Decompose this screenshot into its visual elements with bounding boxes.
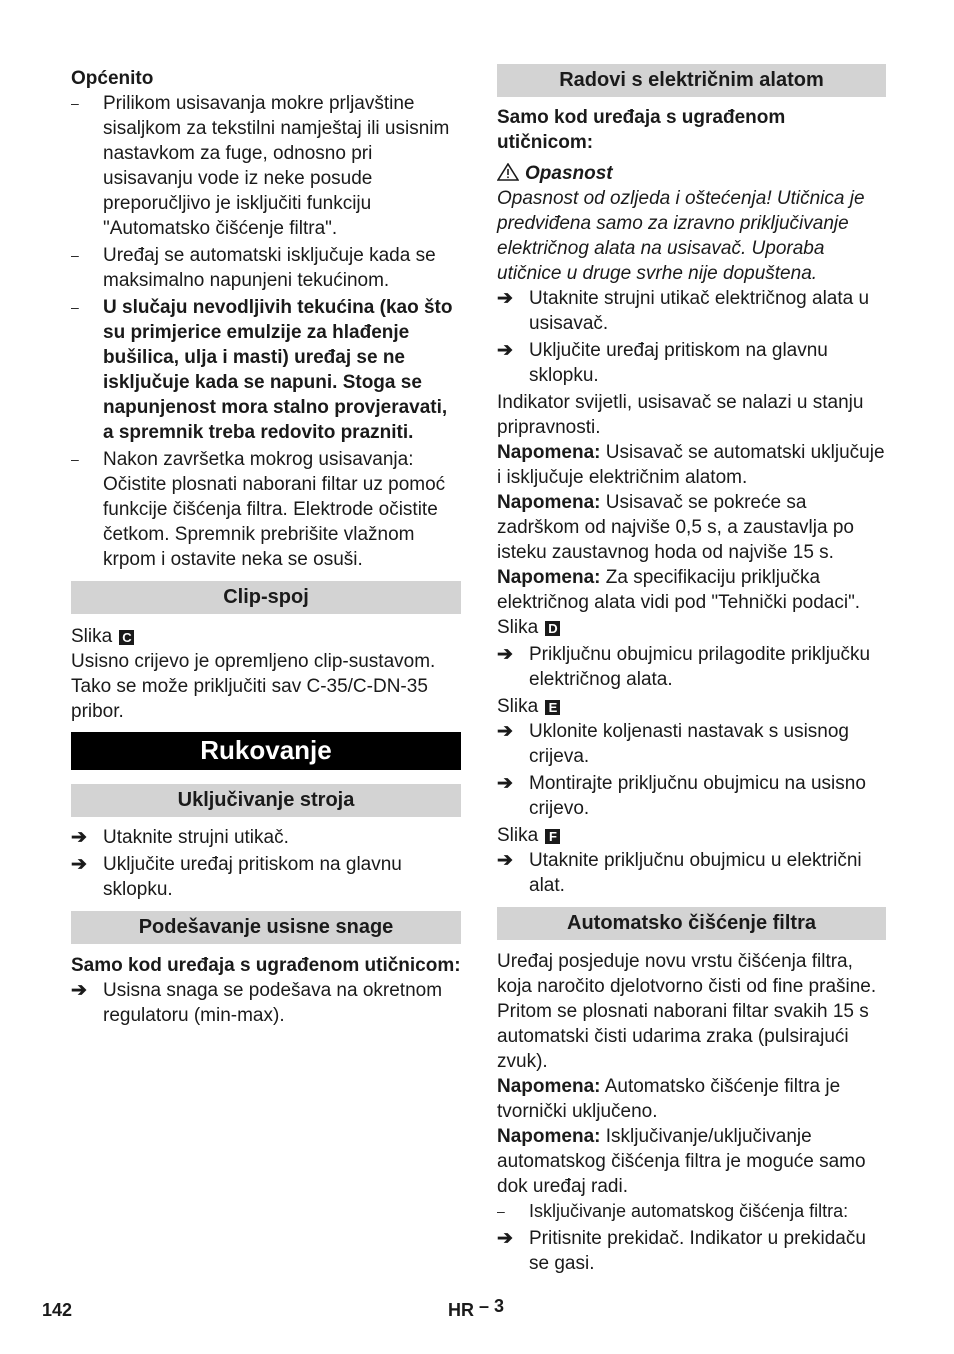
danger-text: Opasnost od ozljeda i oštećenja! Utičnica je predviđena samo za izravno priključivanje električnog alata na usisavač. Uporaba utičnice u druge svrhe nije dopuštena. — [497, 188, 865, 284]
auto-dash-item: – Isključivanje automatskog čišćenja filtra: — [497, 1199, 886, 1224]
step-item: ➔ Uključite uređaj pritiskom na glavnu sklopku. — [71, 854, 402, 900]
step-item: ➔ Pritisnite prekidač. Indikator u prekidaču se gasi. — [497, 1228, 866, 1274]
ukljucivanje-heading: Uključivanje stroja — [71, 784, 461, 817]
step-item: ➔ Usisna snaga se podešava na okretnom regulatoru (min-max). — [71, 980, 443, 1026]
list-item: – Prilikom usisavanja mokre prljavštine sisaljkom za tekstilni namještaj ili usisnim nastavkom za fuge, odnosno pri usisavanju vode iz neke posude preporučljivo je isključiti funkciju "Automatsko čišćenje filtra". — [71, 93, 450, 239]
step-item: ➔ Montirajte priključnu obujmicu na usisno crijevo. — [497, 773, 866, 819]
podesavanje-note: Samo kod uređaja s ugrađenom utičnicom: — [71, 955, 461, 976]
auto-note-2: Napomena: Isključivanje/uključivanje automatskog čišćenja filtra je moguće samo dok uređaj radi. — [497, 1126, 866, 1197]
note-2: Napomena: Usisavač se pokreće sa zadrškom od najviše 0,5 s, a zaustavlja po isteku zaustavnog hoda od najviše 15 s. — [497, 492, 854, 563]
arrow-icon: ➔ — [497, 1228, 513, 1249]
dash-marker: – — [497, 1203, 505, 1219]
arrow-icon: ➔ — [497, 340, 513, 361]
step-item: ➔ Utaknite strujni utikač električnog alata u usisavač. — [497, 288, 870, 334]
figure-d-ref: Slika D — [497, 615, 886, 640]
note-3: Napomena: Za specifikaciju priključka električnog alata vidi pod "Tehnički podaci". — [497, 567, 861, 613]
figure-e-ref: Slika E — [497, 694, 886, 719]
arrow-icon: ➔ — [497, 773, 513, 794]
arrow-icon: ➔ — [71, 980, 87, 1001]
footer-section — [448, 1298, 504, 1323]
step-item: ➔ Utaknite priključnu obujmicu u električni alat. — [497, 850, 862, 896]
language-label: HR — [448, 1300, 474, 1320]
arrow-icon: ➔ — [497, 644, 513, 665]
left-column — [71, 64, 461, 1028]
dash-marker: – — [71, 247, 79, 263]
arrow-icon: ➔ — [497, 850, 513, 871]
clip-figure-ref: Slika C — [71, 624, 461, 649]
dash-marker: – — [71, 299, 79, 315]
list-item: – Nakon završetka mokrog usisavanja: Očistite plosnati naborani filtar uz pomoć funkcije čišćenja filtra. Elektrode očistite četkom. Spremnik prebrišite vlažnom krpom i ostavite neka se osuši. — [71, 449, 446, 570]
clip-text: Usisno crijevo je opremljeno clip-sustavom. Tako se može priključiti sav C-35/C-DN-35 pribor. — [71, 651, 436, 722]
opcenito-title: Općenito — [71, 68, 154, 89]
radovi-note: Samo kod uređaja s ugrađenom utičnicom: — [497, 107, 786, 153]
figure-e-icon: E — [545, 700, 560, 715]
auto-filter-heading: Automatsko čišćenje filtra — [497, 907, 886, 940]
figure-f-ref: Slika F — [497, 823, 886, 848]
auto-note-1: Napomena: Automatsko čišćenje filtra je tvornički uključeno. — [497, 1076, 841, 1122]
arrow-icon: ➔ — [497, 288, 513, 309]
dash-marker: – — [71, 451, 79, 467]
step-item: ➔ Priključnu obujmicu prilagodite priključku električnog alata. — [497, 644, 871, 690]
auto-filter-text: Uređaj posjeduje novu vrstu čišćenja filtra, koja naročito djelotvorno čisti od fine prašine. Pritom se plosnati naborani filtar svakih 15 s automatski čisti udarima zraka (pulsirajući zvuk). — [497, 951, 877, 1072]
clip-spoj-heading: Clip-spoj — [71, 581, 461, 614]
figure-f-icon: F — [545, 829, 560, 844]
figure-d-icon: D — [545, 621, 560, 636]
indicator-text: Indikator svijetli, usisavač se nalazi u stanju pripravnosti. — [497, 392, 864, 438]
dash-marker: – — [71, 95, 79, 111]
list-item-warning: – U slučaju nevodljivih tekućina (kao što su primjerice emulzije za hlađenje bušilica, ulja i masti) uređaj se ne isključuje kada se napuni. Stoga se napunjenost mora stalno provjeravati, a spremnik treba redovito prazniti. — [71, 297, 453, 443]
danger-label-line: Opasnost — [497, 161, 886, 186]
podesavanje-heading: Podešavanje usisne snage — [71, 911, 461, 944]
arrow-icon: ➔ — [71, 827, 87, 848]
arrow-icon: ➔ — [497, 721, 513, 742]
step-item: ➔ Utaknite strujni utikač. — [71, 827, 289, 848]
rukovanje-heading: Rukovanje — [71, 732, 461, 770]
section-label: – 3 — [479, 1296, 505, 1316]
step-item: ➔ Uklonite koljenasti nastavak s usisnog crijeva. — [497, 721, 850, 767]
note-1: Napomena: Usisavač se automatski uključuje i isključuje električnim alatom. — [497, 442, 885, 488]
radovi-heading: Radovi s električnim alatom — [497, 64, 886, 97]
arrow-icon: ➔ — [71, 854, 87, 875]
list-item: – Uređaj se automatski isključuje kada se maksimalno napunjeni tekućinom. — [71, 245, 436, 291]
page-number: 142 — [42, 1300, 73, 1320]
right-column — [497, 64, 886, 1276]
warning-triangle-icon — [497, 163, 519, 181]
step-item: ➔ Uključite uređaj pritiskom na glavnu sklopku. — [497, 340, 828, 386]
figure-c-icon: C — [119, 630, 134, 645]
